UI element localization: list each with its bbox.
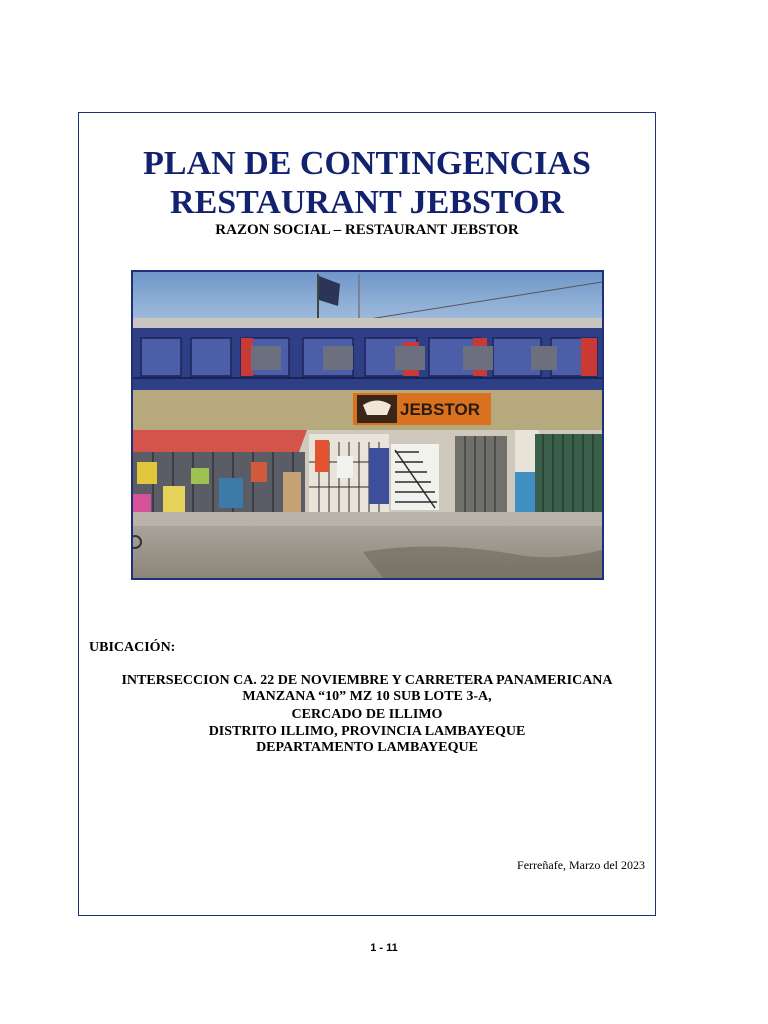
photo-sign-text: JEBSTOR xyxy=(400,400,480,419)
document-title-line-1: PLAN DE CONTINGENCIAS xyxy=(143,145,591,182)
document-subtitle: RAZON SOCIAL – RESTAURANT JEBSTOR xyxy=(215,222,519,238)
location-label: UBICACIÓN: xyxy=(89,640,176,655)
address-line-1: INTERSECCION CA. 22 DE NOVIEMBRE Y CARRETERA PANAMERICANA xyxy=(121,673,613,688)
document-title-line-2: RESTAURANT JEBSTOR xyxy=(170,184,564,221)
page-number: 1 - 11 xyxy=(370,942,398,954)
address-line-5: DEPARTAMENTO LAMBAYEQUE xyxy=(256,740,478,755)
place-date-signoff: Ferreñafe, Marzo del 2023 xyxy=(517,858,645,872)
address-line-2: MANZANA “10” MZ 10 SUB LOTE 3-A, xyxy=(242,689,492,704)
building-photo xyxy=(131,270,604,580)
page-frame xyxy=(78,112,656,916)
address-line-3: CERCADO DE ILLIMO xyxy=(291,707,443,722)
address-line-4: DISTRITO ILLIMO, PROVINCIA LAMBAYEQUE xyxy=(208,724,526,739)
